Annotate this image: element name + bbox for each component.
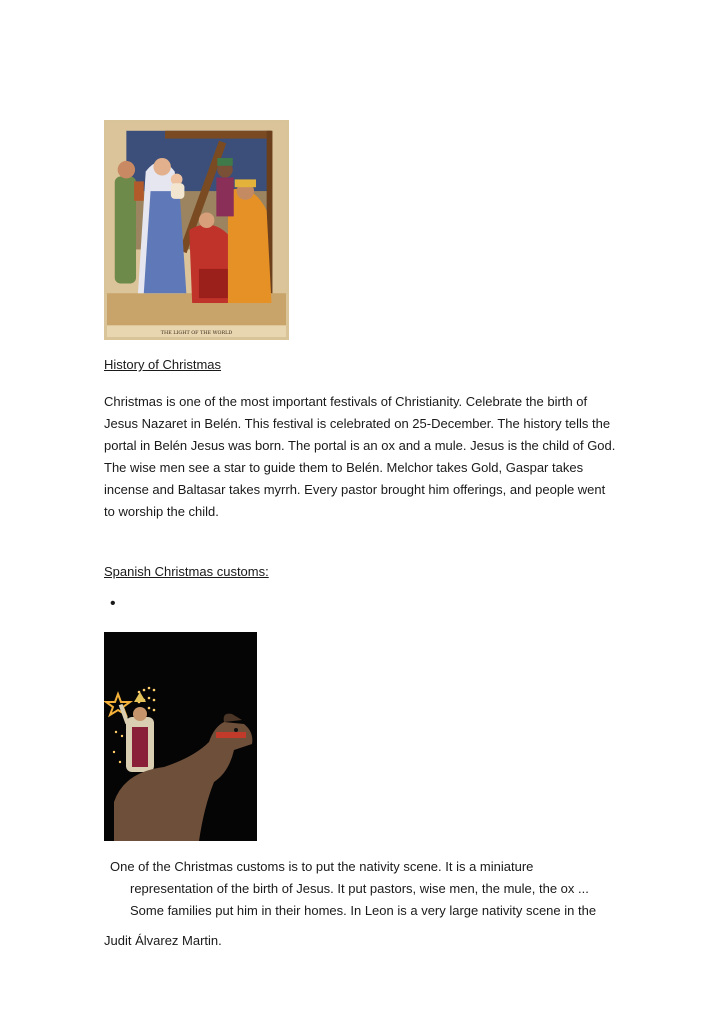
history-line: The wise men see a star to guide them to Belén. Melchor takes Gold, Gaspar takes (104, 460, 584, 475)
section-title-history: History of Christmas (104, 357, 222, 372)
customs-line: One of the Christmas customs is to put the nativity scene. It is a miniature (110, 859, 534, 874)
customs-line: representation of the birth of Jesus. It put pastors, wise men, the mule, the ox ... (130, 881, 589, 896)
history-line: incense and Baltasar takes myrrh. Every pastor brought him offerings, and people went (104, 482, 606, 497)
history-line: Jesus Nazaret in Belén. This festival is celebrated on 25-December. The history tells the (104, 416, 611, 431)
section-title-customs: Spanish Christmas customs: (104, 564, 269, 579)
history-paragraph (104, 391, 624, 523)
history-line: to worship the child. (104, 504, 219, 519)
nativity-illustration (107, 123, 286, 337)
author-name: Judit Álvarez Martin. (104, 933, 222, 948)
customs-line: Some families put him in their homes. In Leon is a very large nativity scene in the (130, 903, 597, 918)
camel-illustration (104, 632, 257, 841)
nativity-caption: THE LIGHT OF THE WORLD (160, 330, 233, 337)
history-line: Christmas is one of the most important festivals of Christianity. Celebrate the birth of (104, 394, 588, 409)
nativity-image (104, 120, 289, 340)
customs-paragraph (110, 856, 630, 922)
history-line: portal in Belén Jesus was born. The portal is an ox and a mule. Jesus is the child of God. (104, 438, 616, 453)
bullet-point: • (110, 595, 116, 612)
wise-man-camel-photo (104, 632, 257, 841)
